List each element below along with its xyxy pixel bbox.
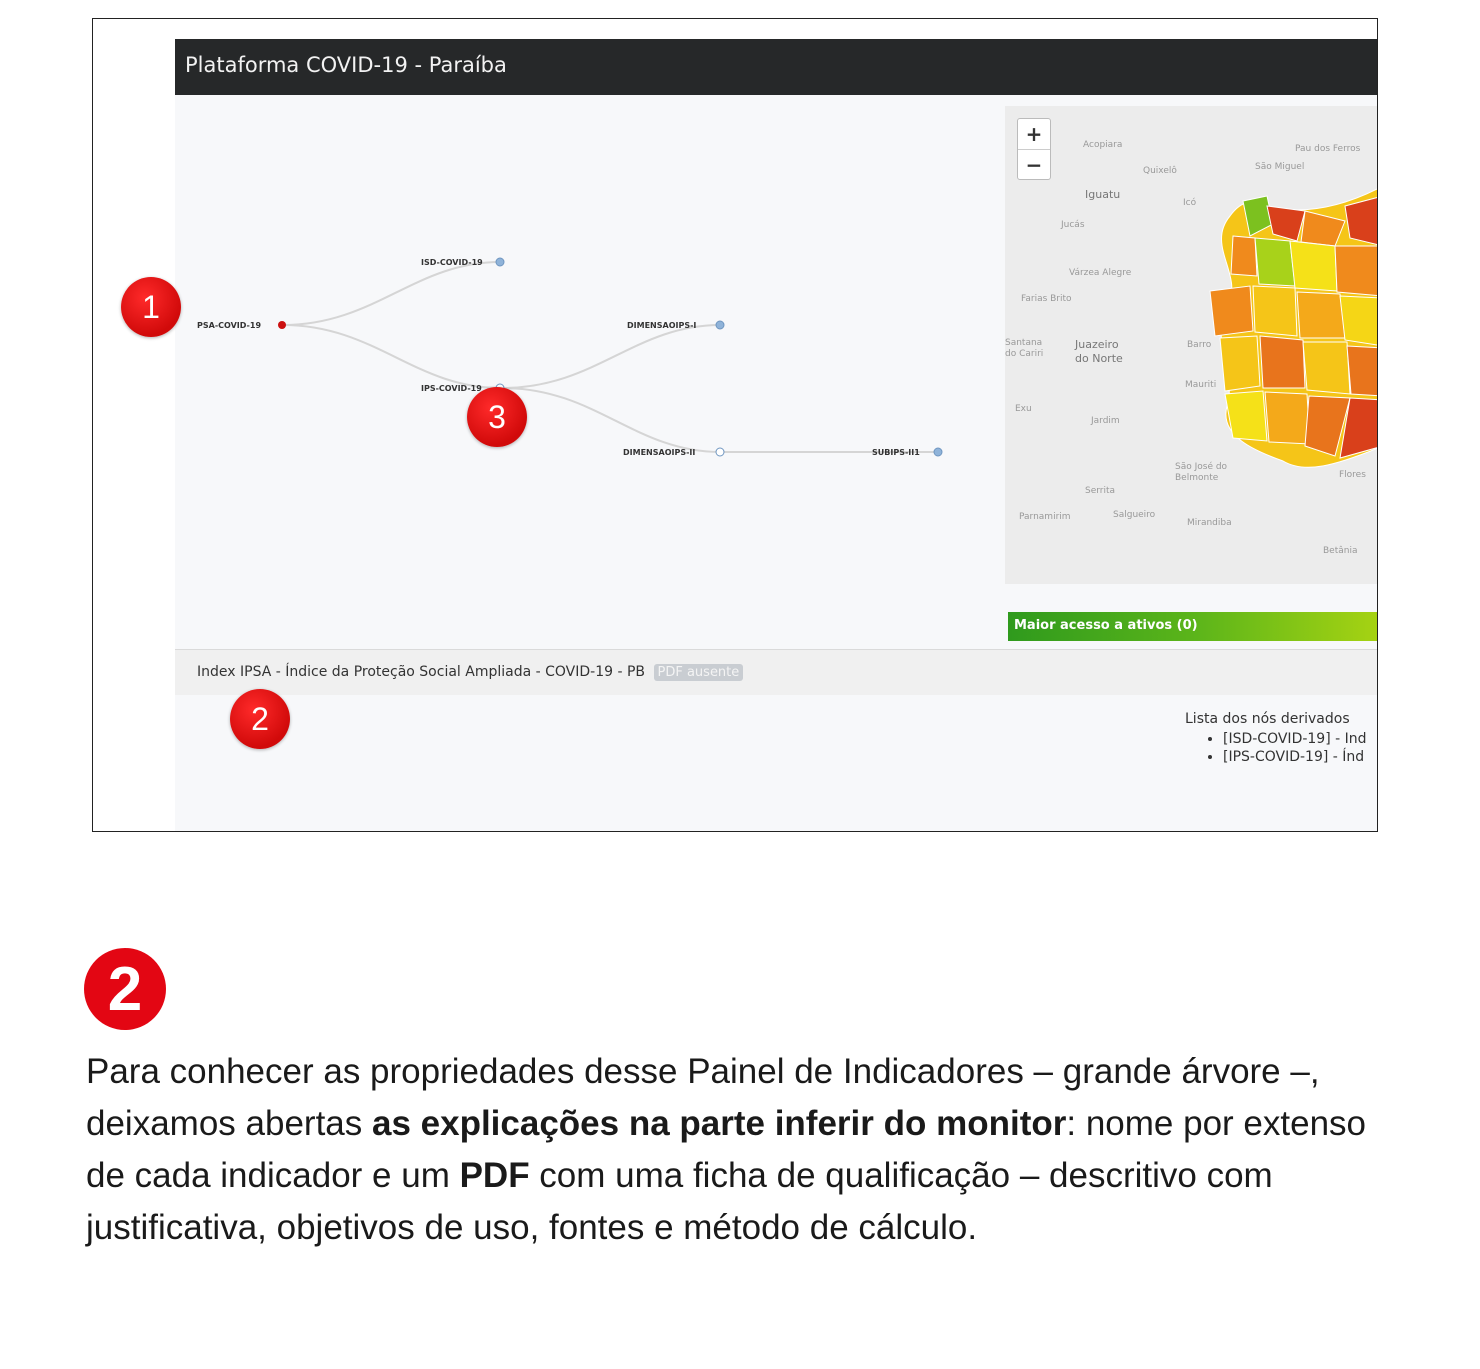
map-region[interactable] — [1303, 342, 1350, 394]
map-region[interactable] — [1290, 241, 1337, 291]
edge-ips-dim2 — [503, 388, 720, 452]
map-place-label: Jucás — [1061, 220, 1085, 230]
map-place-label: Jardim — [1091, 416, 1120, 426]
map-place-label: Parnamirim — [1019, 512, 1071, 522]
map-legend — [1008, 612, 1378, 641]
explanation-paragraph — [86, 1046, 1406, 1254]
map-region[interactable] — [1335, 246, 1378, 296]
callout-marker-2: 2 — [230, 689, 290, 749]
indicator-info-bar — [175, 650, 1378, 695]
derived-node-item[interactable]: • [ISD-COVID-19] - Ind — [1223, 731, 1367, 747]
map-place-label: Salgueiro — [1113, 510, 1156, 520]
app-window — [175, 39, 1378, 832]
edge-ips-dim1 — [503, 325, 720, 388]
callout-marker-3: 3 — [467, 387, 527, 447]
zoom-in-button[interactable]: + — [1025, 122, 1043, 146]
map-region[interactable] — [1347, 346, 1378, 396]
node-label-dim2: DIMENSAOIPS-II — [623, 448, 696, 457]
map-place-label: Barro — [1187, 340, 1212, 350]
map-region[interactable] — [1210, 286, 1253, 336]
map-place-label: Acopiara — [1083, 140, 1123, 150]
map-place-label: Farias Brito — [1021, 294, 1072, 304]
pdf-status-badge[interactable]: PDF ausente — [654, 664, 744, 681]
choropleth-map[interactable] — [1005, 106, 1378, 584]
edge-psa-ips — [283, 325, 500, 388]
node-label-sub: SUBIPS-II1 — [872, 448, 920, 457]
map-place-label: Exu — [1015, 404, 1032, 414]
screenshot-frame — [92, 18, 1378, 832]
node-isd[interactable] — [496, 258, 504, 266]
map-place-label: Icó — [1183, 198, 1197, 208]
map-place-label: Betânia — [1323, 546, 1358, 556]
paragraph-bold-2: PDF — [459, 1156, 530, 1195]
node-dim2[interactable] — [716, 448, 724, 456]
map-place-label: São Miguel — [1255, 162, 1305, 172]
title-bar — [175, 39, 1378, 95]
paragraph-text-3: com uma ficha de qualificação – descritivo com justificativa, objetivos de uso, fontes e método de cálculo. — [86, 1156, 1273, 1247]
map-place-label: Juazeiro do Norte — [1075, 338, 1123, 365]
map-place-label: Iguatu — [1085, 188, 1121, 201]
edge-psa-isd — [283, 262, 500, 325]
indicator-tree — [175, 95, 1005, 635]
node-sub[interactable] — [934, 448, 942, 456]
derived-nodes-heading: Lista dos nós derivados — [1185, 711, 1350, 727]
map-region[interactable] — [1297, 292, 1345, 338]
map-place-label: Pau dos Ferros — [1295, 144, 1361, 154]
map-region[interactable] — [1255, 238, 1295, 286]
node-label-dim1: DIMENSAOIPS-I — [627, 321, 697, 330]
legend-label: Maior acesso a ativos (0) — [1014, 618, 1198, 633]
indicator-full-name: Index IPSA - Índice da Proteção Social Ampliada - COVID-19 - PB — [197, 664, 646, 680]
indicator-info-text — [197, 664, 743, 681]
paragraph-text-2: : nome por extenso de cada indicador e um — [86, 1104, 1366, 1195]
map-region[interactable] — [1225, 391, 1267, 441]
node-label-psa: PSA-COVID-19 — [197, 321, 262, 330]
derived-nodes-panel — [1185, 711, 1367, 767]
tree-svg — [175, 95, 1005, 635]
map-place-label: Santana do Cariri — [1005, 338, 1044, 359]
node-label-ips: IPS-COVID-19 — [421, 384, 482, 393]
map-place-label: São José do Belmonte — [1175, 462, 1228, 483]
map-place-label: Flores — [1339, 470, 1366, 480]
window-title: Plataforma COVID-19 - Paraíba — [185, 53, 507, 77]
map-place-label: Quixelô — [1143, 166, 1177, 176]
paragraph-text-1: Para conhecer as propriedades desse Painel de Indicadores – grande árvore –, deixamos abertas — [86, 1052, 1320, 1143]
derived-node-item[interactable]: • [IPS-COVID-19] - Índ — [1223, 749, 1367, 765]
node-dim1[interactable] — [716, 321, 724, 329]
map-region[interactable] — [1260, 336, 1305, 388]
map-region[interactable] — [1220, 336, 1260, 391]
paragraph-bold-1: as explicações na parte inferir do monitor — [371, 1104, 1067, 1143]
map-region[interactable] — [1265, 392, 1310, 444]
zoom-out-button[interactable]: − — [1018, 149, 1050, 180]
callout-marker-1: 1 — [121, 277, 181, 337]
map-place-label: Mauriti — [1185, 380, 1217, 390]
map-regions — [1005, 106, 1378, 584]
node-label-isd: ISD-COVID-19 — [421, 258, 483, 267]
map-region[interactable] — [1231, 236, 1257, 276]
map-place-label: Mirandiba — [1187, 518, 1232, 528]
map-place-label: Serrita — [1085, 486, 1116, 496]
map-region[interactable] — [1253, 286, 1297, 336]
derived-nodes-list — [1185, 731, 1367, 765]
section-number-badge: 2 — [84, 948, 166, 1030]
map-place-label: Várzea Alegre — [1069, 268, 1132, 278]
node-psa[interactable] — [278, 321, 286, 329]
map-region[interactable] — [1340, 296, 1378, 346]
